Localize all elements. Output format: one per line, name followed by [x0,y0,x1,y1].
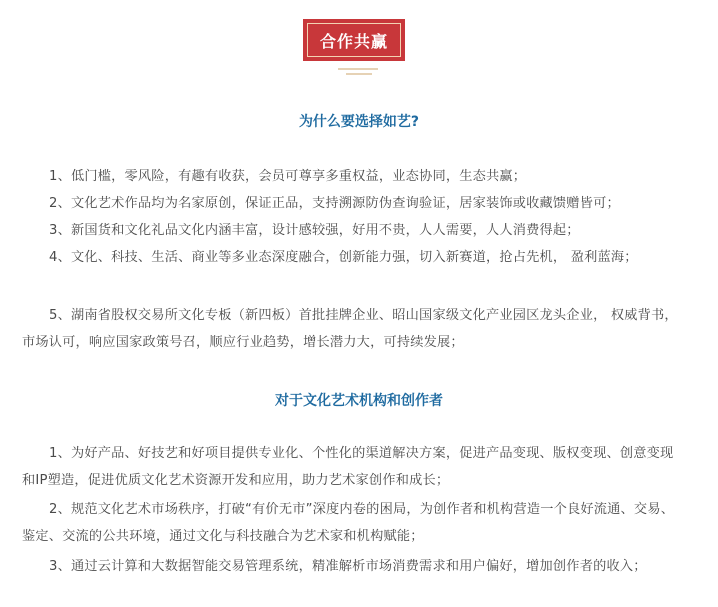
list-item: 3、通过云计算和大数据智能交易管理系统，精准解析市场消费需求和用户偏好，增加创作者的收入； [49,559,647,574]
list-item: 3、新国货和文化礼品文化内涵丰富，设计感较强，好用不贵，人人需要，人人消费得起； [49,223,580,238]
title-badge-text: 合作共赢 [307,23,401,57]
section-heading-why: 为什么要选择如艺? [298,114,420,130]
decorative-line [346,73,372,75]
decorative-line [338,68,378,70]
title-badge [304,20,404,60]
list-item: 1、低门槛，零风险，有趣有收获，会员可尊享多重权益，业态协同，生态共赢； [49,169,527,184]
section-heading-institutions: 对于文化艺术机构和创作者 [275,393,443,409]
list-item: 1、为好产品、好技艺和好项目提供专业化、个性化的渠道解决方案，促进产品变现、版权变现、创意变现和IP塑造，促进优质文化艺术资源开发和应用，助力艺术家创作和成长； [22,446,674,488]
list-item: 2、文化艺术作品均为名家原创，保证正品，支持溯源防伪查询验证，居家装饰或收藏馈赠皆可； [49,196,620,211]
header-banner [0,0,718,82]
list-item: 4、文化、科技、生活、商业等多业态深度融合，创新能力强，切入新赛道，抢占先机， 盈利蓝海； [49,250,638,265]
list-item: 2、规范文化艺术市场秩序，打破“有价无市”深度内卷的困局，为创作者和机构营造一个良好流通、交易、鉴定、交流的公共环境，通过文化与科技融合为艺术家和机构赋能； [22,502,675,544]
list-item: 5、湖南省股权交易所文化专板（新四板）首批挂牌企业、昭山国家级文化产业园区龙头企业， 权威背书，市场认可，响应国家政策号召，顺应行业趋势，增长潜力大，可持续发展； [22,308,678,350]
